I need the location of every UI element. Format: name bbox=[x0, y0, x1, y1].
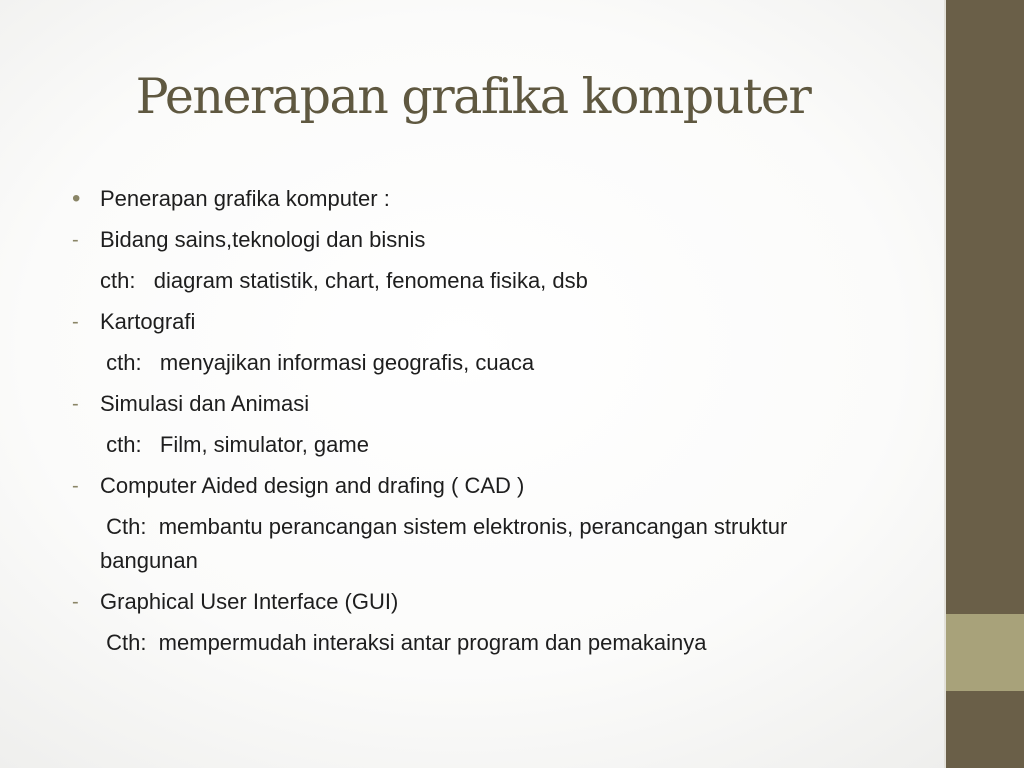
example-text: cth: Film, simulator, game bbox=[100, 432, 369, 457]
example-line bbox=[72, 510, 860, 578]
dash-item bbox=[72, 585, 872, 619]
example-line bbox=[72, 346, 872, 380]
sidebar-accent-block bbox=[946, 614, 1024, 691]
dash-item bbox=[72, 387, 872, 421]
dash-item-text: Graphical User Interface (GUI) bbox=[100, 589, 399, 614]
bullet-dot-icon: • bbox=[72, 185, 81, 212]
slide-content bbox=[72, 182, 872, 667]
example-line bbox=[72, 626, 872, 660]
example-line bbox=[72, 428, 872, 462]
example-text: Cth: membantu perancangan sistem elektronis, perancangan struktur bangunan bbox=[100, 514, 794, 573]
dash-item bbox=[72, 223, 872, 257]
example-line bbox=[72, 264, 872, 298]
example-text: Cth: mempermudah interaksi antar program dan pemakainya bbox=[100, 630, 707, 655]
example-text: cth: diagram statistik, chart, fenomena fisika, dsb bbox=[100, 268, 588, 293]
dash-item-text: Computer Aided design and drafing ( CAD ) bbox=[100, 473, 525, 498]
dash-icon: - bbox=[72, 591, 79, 613]
slide-title: Penerapan grafika komputer bbox=[135, 68, 811, 125]
dash-icon: - bbox=[72, 311, 79, 333]
bullet-text: Penerapan grafika komputer : bbox=[100, 186, 390, 211]
dash-item-text: Kartografi bbox=[100, 309, 196, 334]
dash-icon: - bbox=[72, 475, 79, 497]
dash-item bbox=[72, 469, 872, 503]
dash-item-text: Simulasi dan Animasi bbox=[100, 391, 310, 416]
dash-item bbox=[72, 305, 872, 339]
dash-item-text: Bidang sains,teknologi dan bisnis bbox=[100, 227, 426, 252]
dash-icon: - bbox=[72, 393, 79, 415]
dash-icon: - bbox=[72, 229, 79, 251]
example-text: cth: menyajikan informasi geografis, cuaca bbox=[100, 350, 535, 375]
bullet-item bbox=[72, 182, 872, 216]
